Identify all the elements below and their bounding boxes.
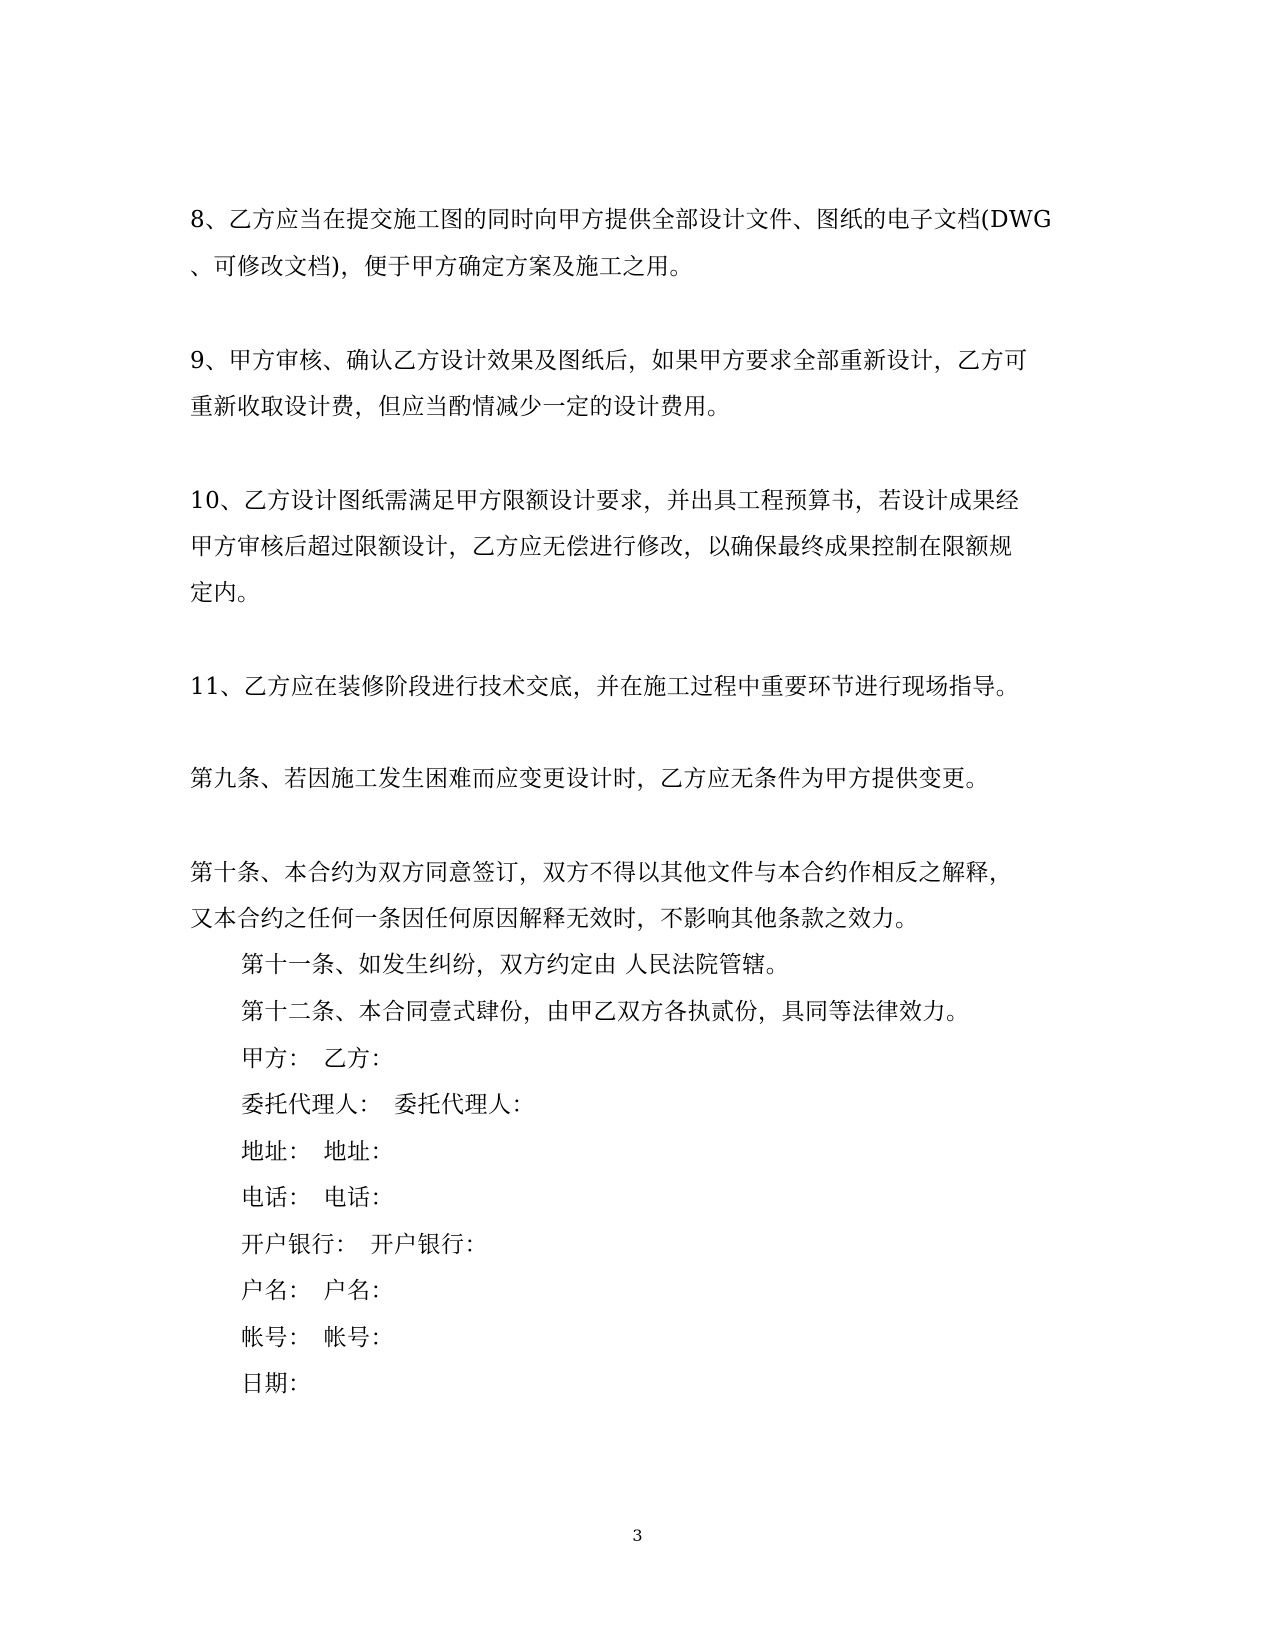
item-8-line-2: 、可修改文档)，便于甲方确定方案及施工之用。 bbox=[190, 254, 693, 280]
party-label-line: 甲方： 乙方： bbox=[241, 1046, 394, 1072]
item-8-line-1: 8、乙方应当在提交施工图的同时向甲方提供全部设计文件、图纸的电子文档(DWG bbox=[190, 207, 1053, 233]
account-name-label-line: 户名： 户名： bbox=[241, 1278, 394, 1304]
bank-label-line: 开户银行： 开户银行： bbox=[241, 1232, 488, 1258]
item-11-line-1: 11、乙方应在装修阶段进行技术交底，并在施工过程中重要环节进行现场指导。 bbox=[190, 674, 1020, 700]
item-10-line-2: 甲方审核后超过限额设计，乙方应无偿进行修改，以确保最终成果控制在限额规 bbox=[190, 534, 1013, 560]
article-10-line-1: 第十条、本合约为双方同意签订，双方不得以其他文件与本合约作相反之解释， bbox=[190, 860, 1013, 886]
article-11-line: 第十一条、如发生纠纷，双方约定由 人民法院管辖。 bbox=[241, 952, 790, 978]
agent-label-line: 委托代理人： 委托代理人： bbox=[241, 1092, 535, 1118]
phone-label-line: 电话： 电话： bbox=[241, 1185, 394, 1211]
address-label-line: 地址： 地址： bbox=[241, 1139, 394, 1165]
article-9-line-1: 第九条、若因施工发生困难而应变更设计时，乙方应无条件为甲方提供变更。 bbox=[190, 766, 989, 792]
item-10-line-1: 10、乙方设计图纸需满足甲方限额设计要求，并出具工程预算书，若设计成果经 bbox=[190, 488, 1020, 514]
article-12-line: 第十二条、本合同壹式肆份，由甲乙双方各执贰份，具同等法律效力。 bbox=[241, 999, 970, 1025]
date-label-line: 日期： bbox=[241, 1371, 312, 1397]
page-number: 3 bbox=[632, 1526, 643, 1545]
article-10-line-2: 又本合约之任何一条因任何原因解释无效时，不影响其他条款之效力。 bbox=[190, 906, 919, 932]
item-10-line-3: 定内。 bbox=[190, 580, 261, 606]
item-9-line-1: 9、甲方审核、确认乙方设计效果及图纸后，如果甲方要求全部重新设计，乙方可 bbox=[190, 348, 1028, 374]
item-9-line-2: 重新收取设计费，但应当酌情减少一定的设计费用。 bbox=[190, 394, 731, 420]
account-number-label-line: 帐号： 帐号： bbox=[241, 1325, 394, 1351]
